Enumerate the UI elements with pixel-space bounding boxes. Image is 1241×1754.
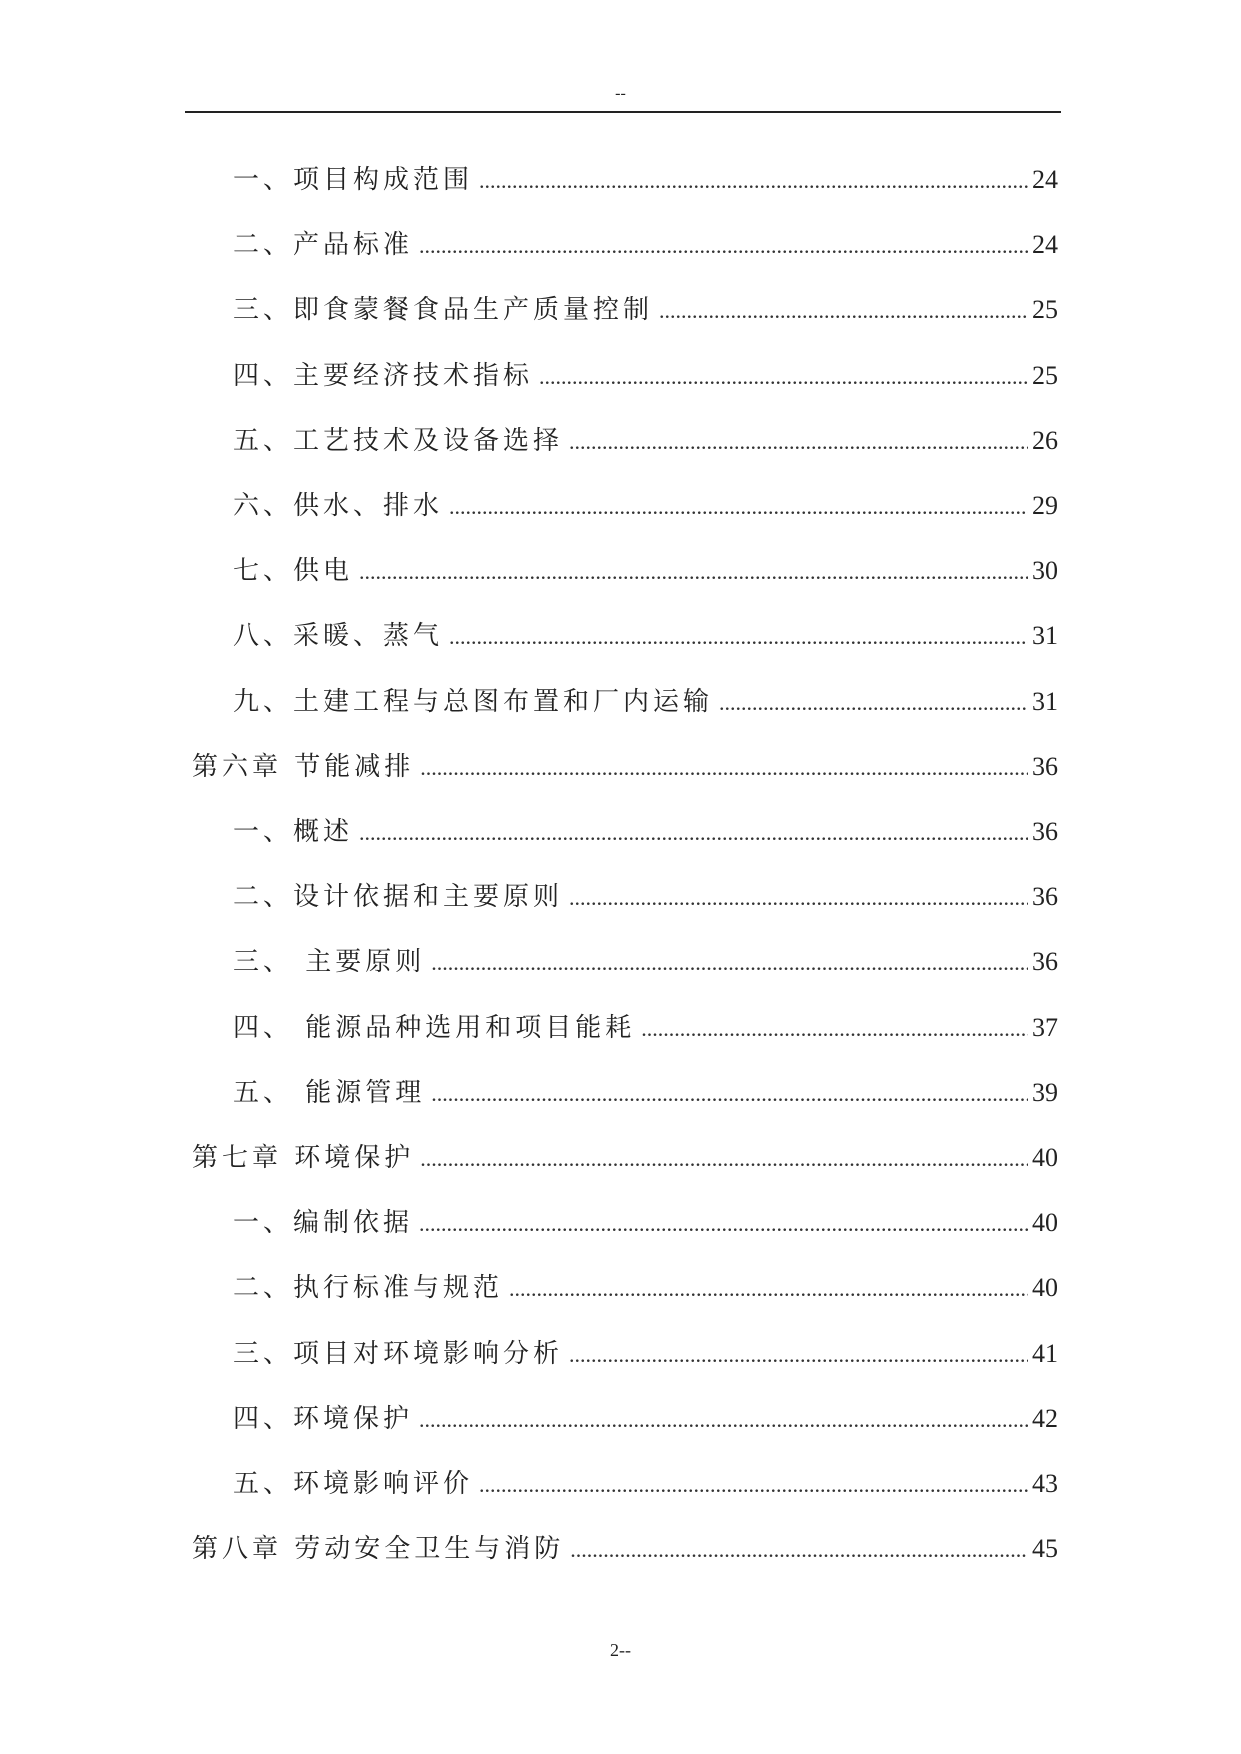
toc-entry-2[interactable] bbox=[233, 225, 1058, 265]
toc-dot-leader bbox=[449, 617, 1028, 657]
toc-entry-page: 41 bbox=[1032, 1338, 1058, 1368]
toc-entry-page: 36 bbox=[1032, 817, 1058, 846]
toc-entry-page: 26 bbox=[1032, 425, 1058, 455]
toc-dot-leader bbox=[569, 878, 1028, 918]
toc-dot-leader bbox=[359, 813, 1028, 853]
toc-entry-label: 七、供电 bbox=[233, 556, 354, 587]
toc-entry-label: 五、工艺技术及设备选择 bbox=[233, 425, 564, 456]
toc-entry-16[interactable] bbox=[192, 1138, 1058, 1178]
toc-entry-1[interactable] bbox=[233, 160, 1058, 200]
toc-entry-page: 24 bbox=[1032, 165, 1058, 194]
toc-entry-page: 30 bbox=[1032, 556, 1058, 586]
toc-entry-page: 36 bbox=[1032, 947, 1058, 977]
toc-dot-leader bbox=[431, 1074, 1028, 1114]
toc-entry-12[interactable] bbox=[233, 877, 1058, 917]
toc-entry-13[interactable] bbox=[233, 942, 1058, 982]
toc-entry-page: 36 bbox=[1032, 882, 1058, 912]
toc-entry-label: 五、 能源管理 bbox=[233, 1077, 426, 1108]
toc-entry-20[interactable] bbox=[233, 1399, 1058, 1439]
toc-entry-label: 第八章 劳动安全卫生与消防 bbox=[192, 1534, 565, 1565]
toc-entry-label: 二、设计依据和主要原则 bbox=[233, 882, 564, 913]
toc-entry-7[interactable] bbox=[233, 551, 1058, 591]
toc-entry-19[interactable] bbox=[233, 1334, 1058, 1374]
toc-entry-page: 37 bbox=[1032, 1012, 1058, 1042]
toc-entry-label: 四、 能源品种选用和项目能耗 bbox=[233, 1012, 636, 1043]
toc-entry-label: 六、供水、排水 bbox=[233, 491, 444, 521]
toc-entry-label: 四、主要经济技术指标 bbox=[233, 360, 534, 391]
toc-dot-leader bbox=[419, 1204, 1028, 1244]
toc-entry-4[interactable] bbox=[233, 356, 1058, 396]
toc-entry-label: 一、编制依据 bbox=[233, 1208, 414, 1239]
toc-entry-8[interactable] bbox=[233, 616, 1058, 656]
toc-dot-leader bbox=[569, 1335, 1028, 1375]
toc-entry-page: 36 bbox=[1032, 751, 1058, 781]
toc-dot-leader bbox=[420, 748, 1028, 788]
toc-entry-label: 第六章 节能减排 bbox=[192, 751, 415, 782]
toc-entry-page: 31 bbox=[1032, 621, 1058, 651]
toc-entry-18[interactable] bbox=[233, 1268, 1058, 1308]
toc-dot-leader bbox=[479, 1465, 1028, 1505]
toc-entry-page: 40 bbox=[1032, 1208, 1058, 1238]
toc-entry-22[interactable] bbox=[192, 1529, 1058, 1569]
toc-dot-leader bbox=[641, 1009, 1028, 1049]
toc-entry-label: 一、概述 bbox=[233, 817, 354, 847]
toc-entry-15[interactable] bbox=[233, 1073, 1058, 1113]
toc-dot-leader bbox=[539, 357, 1028, 397]
toc-dot-leader bbox=[359, 552, 1028, 592]
toc-entry-page: 25 bbox=[1032, 295, 1058, 325]
toc-entry-label: 第七章 环境保护 bbox=[192, 1143, 415, 1173]
toc-dot-leader bbox=[449, 487, 1028, 527]
toc-entry-14[interactable] bbox=[233, 1008, 1058, 1048]
toc-entry-3[interactable] bbox=[233, 290, 1058, 330]
toc-dot-leader bbox=[419, 226, 1028, 266]
toc-entry-page: 25 bbox=[1032, 360, 1058, 390]
toc-entry-label: 三、项目对环境影响分析 bbox=[233, 1338, 564, 1369]
toc-dot-leader bbox=[509, 1269, 1028, 1309]
toc-entry-label: 五、环境影响评价 bbox=[233, 1469, 474, 1499]
toc-entry-page: 42 bbox=[1032, 1403, 1058, 1433]
toc-entry-label: 八、采暖、蒸气 bbox=[233, 621, 444, 652]
toc-dot-leader bbox=[570, 1530, 1028, 1570]
toc-dot-leader bbox=[659, 291, 1028, 331]
toc-entry-page: 39 bbox=[1032, 1077, 1058, 1107]
toc-entry-page: 43 bbox=[1032, 1469, 1058, 1498]
toc-entry-10[interactable] bbox=[192, 747, 1058, 787]
toc-entry-page: 45 bbox=[1032, 1534, 1058, 1564]
toc-entry-9[interactable] bbox=[233, 682, 1058, 722]
toc-dot-leader bbox=[569, 422, 1028, 462]
toc-entry-page: 40 bbox=[1032, 1273, 1058, 1303]
toc-entry-6[interactable] bbox=[233, 486, 1058, 526]
toc-entry-page: 24 bbox=[1032, 230, 1058, 260]
toc-entry-label: 四、环境保护 bbox=[233, 1403, 414, 1434]
page-number: 2-- bbox=[610, 1640, 631, 1660]
toc-dot-leader bbox=[419, 1400, 1028, 1440]
toc-entry-label: 三、即食蒙餐食品生产质量控制 bbox=[233, 295, 654, 326]
page-header-mark: -- bbox=[615, 85, 626, 102]
toc-dot-leader bbox=[479, 161, 1028, 201]
toc-entry-page: 31 bbox=[1032, 686, 1058, 716]
toc-entry-11[interactable] bbox=[233, 812, 1058, 852]
toc-entry-page: 40 bbox=[1032, 1143, 1058, 1172]
toc-entry-21[interactable] bbox=[233, 1464, 1058, 1504]
toc-dot-leader bbox=[431, 943, 1028, 983]
toc-entry-label: 一、项目构成范围 bbox=[233, 165, 474, 195]
toc-entry-label: 二、执行标准与规范 bbox=[233, 1273, 504, 1304]
toc-entry-label: 三、 主要原则 bbox=[233, 947, 426, 978]
toc-dot-leader bbox=[719, 683, 1028, 723]
header-rule bbox=[185, 111, 1061, 113]
toc-entry-17[interactable] bbox=[233, 1203, 1058, 1243]
toc-entry-page: 29 bbox=[1032, 491, 1058, 520]
toc-entry-label: 九、土建工程与总图布置和厂内运输 bbox=[233, 686, 714, 717]
toc-entry-label: 二、产品标准 bbox=[233, 230, 414, 261]
toc-dot-leader bbox=[420, 1139, 1028, 1179]
toc-entry-5[interactable] bbox=[233, 421, 1058, 461]
